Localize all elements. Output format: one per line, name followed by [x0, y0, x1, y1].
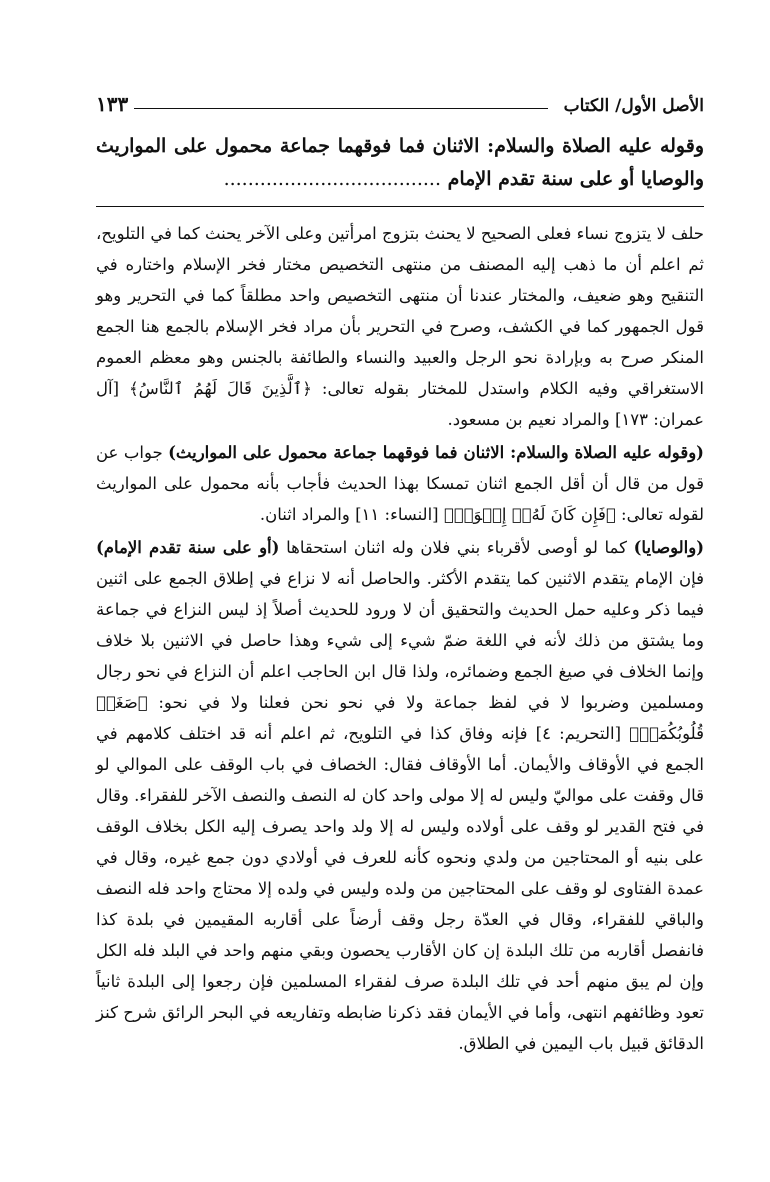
main-text-body: وقوله عليه الصلاة والسلام: الاثنان فما فوقهما جماعة محمول على المواريث والوصايا أو على سنة تقدم الإمام [96, 135, 704, 190]
commentary-paragraph-2 [96, 437, 704, 530]
running-title: الأصل الأول/ الكتاب [563, 96, 704, 116]
commentary-paragraph-3 [96, 532, 704, 1059]
lemma-quote: (والوصايا) [633, 538, 704, 557]
lemma-quote: (وقوله عليه الصلاة والسلام: الاثنان فما فوقهما جماعة محمول على المواريث) [168, 443, 704, 462]
commentary [96, 218, 704, 1059]
header-rule [134, 108, 547, 109]
lemma-quote: (أو على سنة تقدم الإمام) [96, 538, 280, 557]
running-header [96, 82, 704, 116]
commentary-paragraph-1 [96, 218, 704, 435]
main-text [96, 130, 704, 196]
page-number: ١٣٣ [96, 92, 129, 116]
main-text-dots: .................................... [223, 168, 441, 190]
commentary-text: كما لو أوصى لأقرباء بني فلان وله اثنان استحقاها [279, 538, 634, 557]
text-divider [96, 206, 704, 207]
commentary-text: جواب عن قول من قال أن أقل الجمع اثنان تمسكا بهذا الحديث فأجاب بأنه محمول على المواريث لقوله تعالى: ﴿فَإِن كَانَ لَهُۥٓ إِخۡوَةٞ﴾ [النساء: ١١] والمراد اثنان. [96, 443, 704, 524]
commentary-text: فإن الإمام يتقدم الاثنين كما يتقدم الأكثر. والحاصل أنه لا نزاع في إطلاق الجمع على اثنين فيما ذكر وعليه حمل الحديث والتحقيق أن لا ورود للحديث أصلاً إذ ليس النزاع في جماعة وما يشتق من ذلك لأنه في اللغة ضمّ شيء إلى شيء وهذا حاصل في الاثنين بلا خلاف وإنما الخلاف في صيغ الجمع وضمائره، ولذا قال ابن الحاجب اعلم أن النزاع في نحو رجال ومسلمين وضربوا لا في لفظ جماعة ولا في نحو نحن فعلنا ولا في نحو: ﴿صَغَتۡ قُلُوبُكُمَاۖ﴾ [التحريم: ٤] فإنه وفاق كذا في التلويح، ثم اعلم أنه قد اختلف كلامهم في الجمع في الأوقاف والأيمان. أما الأوقاف فقال: الخصاف في باب الوقف على الموالي لو قال وقفت على مواليّ وليس له إلا مولى واحد كان له النصف والنصف الآخر للفقراء. وقال في فتح القدير لو وقف على أولاده وليس له إلا ولد واحد يصرف إليه الكل بخلاف الوقف على بنيه أو المحتاجين من ولدي ونحوه كأنه للعرف في أولادي دون جمع غيره، وقال في عمدة الفتاوى لو وقف على المحتاجين من ولده وليس في ولده إلا محتاج واحد فله النصف والباقي للفقراء، وقال في العدّة رجل وقف أرضاً على أقاربه المقيمين في بلدة كذا فانفصل أقاربه من تلك البلدة إن كان الأقارب يحصون وبقي منهم واحد في البلد فله الكل وإن لم يبق منهم أحد في تلك البلدة صرف لفقراء المسلمين فإن رجعوا إلى البلدة ثانياً تعود وظائفهم انتهى، وأما في الأيمان فقد ذكرنا ضابطه وتفاريعه في البحر الرائق شرح كنز الدقائق قبيل باب اليمين في الطلاق. [96, 569, 704, 1053]
commentary-text: حلف لا يتزوج نساء فعلى الصحيح لا يحنث بتزوج امرأتين وعلى الآخر يحنث كما في التلويح، ثم اعلم أن ما ذهب إليه المصنف من منتهى التخصيص مختار فخر الإسلام واختاره في التنقيح وهو ضعيف، والمختار عندنا أن منتهى التخصيص واحد مطلقاً كما في التحرير وهو قول الجمهور كما في الكشف، وصرح في التحرير بأن مراد فخر الإسلام بالجمع هنا الجمع المنكر صرح به وبإرادة نحو الرجل والعبيد والنساء والطائفة بالجنس وهو معظم العموم الاستغراقي وفيه الكلام واستدل للمختار بقوله تعالى: ﴿ٱلَّذِينَ قَالَ لَهُمُ ٱلنَّاسُ﴾ [آل عمران: ١٧٣] والمراد نعيم بن مسعود. [96, 224, 704, 429]
